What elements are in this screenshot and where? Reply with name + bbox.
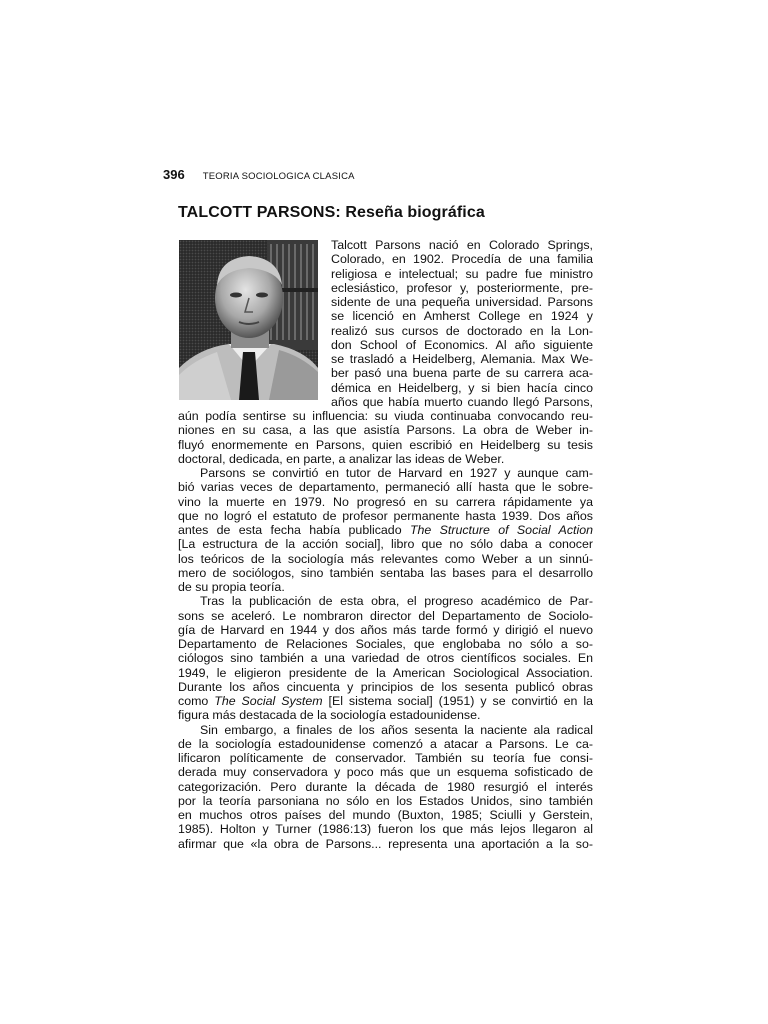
text-line: categorización. Pero durante la década de 1980 resurgió el interés [178, 779, 593, 794]
text-line: figura más destacada de la sociología estadounidense. [178, 708, 481, 723]
text-line: de la sociología estadounidense comenzó a atacar a Parsons. Le ca- [178, 736, 593, 751]
portrait-image [179, 240, 318, 400]
text-line: sidente de una pequeña universidad. Parsons [331, 295, 593, 309]
text-line: en muchos otros países del mundo (Buxton, 1985; Sciulli y Gerstein, [178, 808, 593, 822]
text-line: [La estructura de la acción social], libro que no sólo daba a conocer [178, 537, 593, 552]
text-line: aún podía sentirse su influencia: su viuda continuaba convocando reu- [178, 409, 593, 423]
text-line: Departamento de Relaciones Sociales, que englobaba no sólo a so- [178, 637, 593, 651]
text-line: de su propia teoría. [178, 580, 285, 594]
text-line: bió varias veces de departamento, permaneció allí hasta que le sobre- [178, 480, 593, 495]
section-title: TALCOTT PARSONS: Reseña biográfica [178, 204, 485, 221]
text-line: lificaron políticamente de conservador. También su teoría fue consi- [178, 751, 593, 765]
text-line: démica en Heidelberg, y si bien hacía cinco [331, 380, 593, 395]
text-line: por la teoría parsoniana no sólo en los Estados Unidos, sino también [178, 793, 593, 808]
text-line: vino la muerte en 1979. No progresó en su carrera rápidamente ya [178, 494, 593, 509]
running-title: TEORIA SOCIOLOGICA CLASICA [202, 171, 355, 182]
text-line: 1985). Holton y Turner (1986:13) fueron los que más lejos llegaron al [178, 822, 593, 837]
body-text-wrapped [331, 238, 593, 409]
text-line: Sin embargo, a finales de los años sesenta la naciente ala radical [200, 722, 593, 737]
text-line: afirmar que «la obra de Parsons... representa una aportación a la so- [178, 836, 593, 851]
text-line: que no logró el estatuto de profesor permanente hasta 1939. Dos años [178, 508, 593, 523]
text-line: como The Social System [El sistema social] (1951) y se convirtió en la [178, 694, 593, 708]
portrait-photo [179, 240, 318, 400]
text-line: realizó sus cursos de doctorado en la Lon- [331, 323, 593, 338]
body-text-full [178, 409, 593, 851]
text-line: don School of Economics. Al año siguiente [331, 337, 593, 352]
text-line: gía de Harvard en 1944 y dos años más tarde formó y dirigió el nuevo [178, 622, 593, 637]
text-line: doctoral, dedicada, en parte, a analizar las ideas de Weber. [178, 451, 505, 466]
text-line: sons se aceleró. Le nombraron director del Departamento de Sociolo- [178, 608, 593, 623]
text-line: se trasladó a Heidelberg, Alemania. Max We- [331, 352, 593, 366]
text-line: 1949, le eligieron presidente de la American Sociological Association. [178, 665, 593, 680]
text-line: mero de sociólogos, sino también sentaba las bases para el desarrollo [178, 565, 593, 580]
text-line: Parsons se convirtió en tutor de Harvard en 1927 y aunque cam- [200, 466, 593, 480]
text-line: los teóricos de la sociología más relevantes como Weber a un sinnú- [178, 551, 593, 566]
text-line: se licenció en Amherst College en 1924 y [331, 309, 593, 324]
text-line: ber pasó una buena parte de su carrera aca- [331, 366, 593, 381]
page-number: 396 [163, 167, 185, 182]
text-line: derada muy conservadora y poco más que un esquema sofisticado de [178, 765, 593, 780]
text-line: eclesiástico, profesor y, posteriormente, pre- [331, 280, 593, 295]
book-title: The Structure of Social Action [409, 523, 593, 537]
text-line: ciólogos sino también a una variedad de otros científicos sociales. En [178, 651, 593, 666]
text-line: años que había muerto cuando llegó Parsons, [331, 394, 593, 409]
text-line: Talcott Parsons nació en Colorado Springs, [331, 238, 593, 252]
book-title: The Social System [214, 694, 323, 708]
text-line: Tras la publicación de esta obra, el progreso académico de Par- [200, 594, 593, 609]
text-line: religiosa e intelectual; su padre fue ministro [331, 266, 593, 281]
text-line: fluyó enormemente en Parsons, quien escribió en Heidelberg su tesis [178, 437, 593, 452]
text-line: antes de esta fecha había publicado The Structure of Social Action [178, 523, 593, 537]
running-head [163, 167, 593, 183]
text-line: Durante los años cincuenta y principios de los sesenta publicó obras [178, 679, 593, 694]
text-line: niones en su casa, a las que asistía Parsons. La obra de Weber in- [178, 423, 593, 438]
text-line: Colorado, en 1902. Procedía de una familia [331, 252, 593, 267]
